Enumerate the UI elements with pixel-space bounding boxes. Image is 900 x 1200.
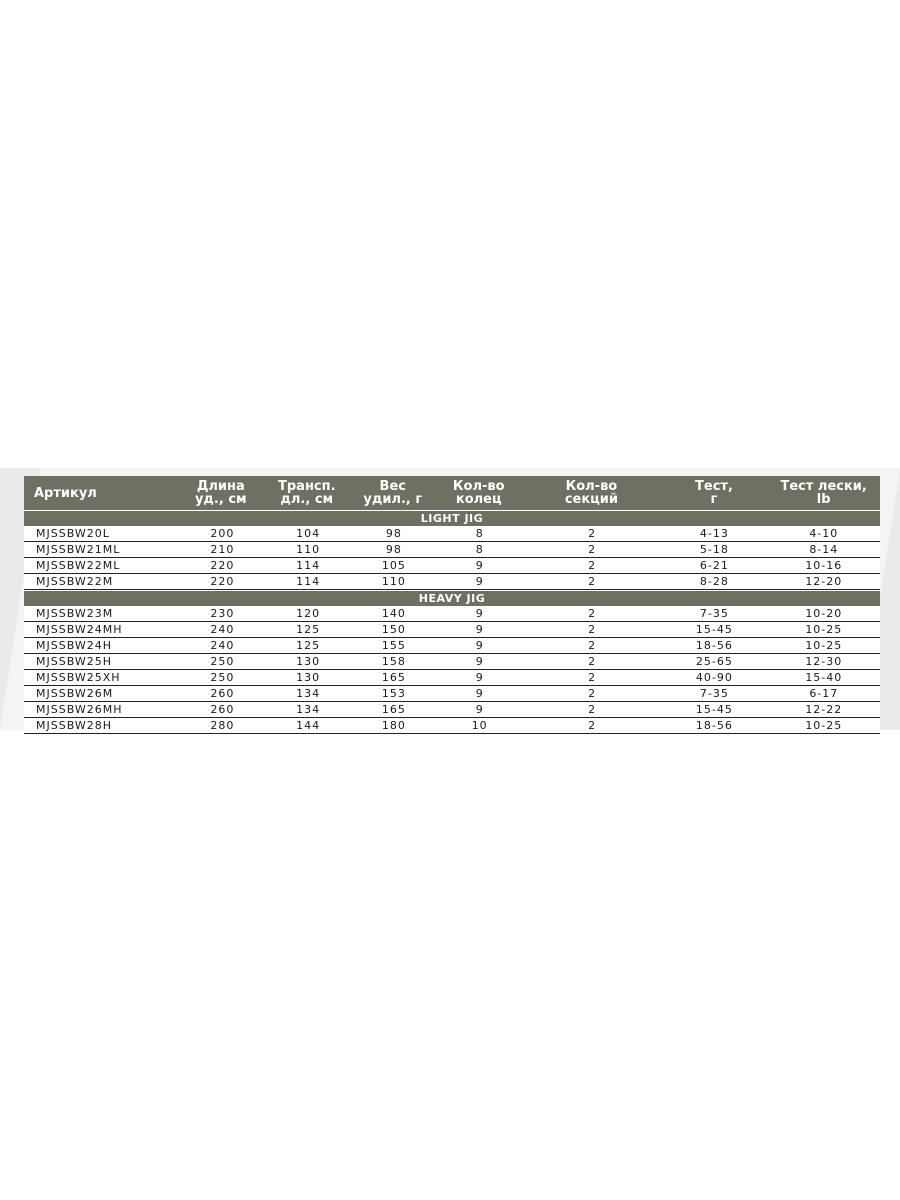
header-weight: Вес удил., г bbox=[363, 479, 423, 507]
cell-length: 250 bbox=[210, 671, 235, 684]
cell-article: MJSSBW22M bbox=[36, 575, 114, 588]
cell-rings: 9 bbox=[475, 575, 484, 588]
cell-line-test: 10-25 bbox=[805, 639, 843, 652]
cell-line-test: 10-25 bbox=[805, 623, 843, 636]
cell-test: 18-56 bbox=[695, 639, 733, 652]
cell-rings: 9 bbox=[475, 559, 484, 572]
cell-rings: 9 bbox=[475, 703, 484, 716]
table-row bbox=[24, 702, 880, 718]
cell-line-test: 10-16 bbox=[805, 559, 843, 572]
header-sections: Кол-во секций bbox=[564, 479, 619, 507]
cell-test: 25-65 bbox=[695, 655, 733, 668]
cell-line-test: 10-20 bbox=[805, 607, 843, 620]
cell-test: 15-45 bbox=[695, 623, 733, 636]
cell-weight: 140 bbox=[381, 607, 406, 620]
cell-rings: 8 bbox=[475, 527, 484, 540]
cell-test: 6-21 bbox=[699, 559, 729, 572]
cell-rings: 9 bbox=[475, 639, 484, 652]
table-row bbox=[24, 526, 880, 542]
cell-article: MJSSBW26M bbox=[36, 687, 114, 700]
cell-test: 4-13 bbox=[699, 527, 729, 540]
cell-transport-length: 134 bbox=[296, 687, 321, 700]
cell-article: MJSSBW22ML bbox=[36, 559, 121, 572]
cell-sections: 2 bbox=[588, 527, 597, 540]
cell-line-test: 10-25 bbox=[805, 719, 843, 732]
cell-test: 40-90 bbox=[695, 671, 733, 684]
cell-length: 200 bbox=[210, 527, 235, 540]
table-row bbox=[24, 574, 880, 590]
cell-transport-length: 104 bbox=[296, 527, 321, 540]
cell-length: 220 bbox=[210, 559, 235, 572]
cell-transport-length: 114 bbox=[296, 559, 321, 572]
cell-length: 240 bbox=[210, 639, 235, 652]
cell-sections: 2 bbox=[588, 623, 597, 636]
cell-article: MJSSBW26MH bbox=[36, 703, 123, 716]
cell-length: 260 bbox=[210, 687, 235, 700]
cell-test: 7-35 bbox=[699, 687, 729, 700]
cell-rings: 8 bbox=[475, 543, 484, 556]
cell-transport-length: 110 bbox=[296, 543, 321, 556]
cell-weight: 165 bbox=[381, 671, 406, 684]
cell-length: 220 bbox=[210, 575, 235, 588]
cell-article: MJSSBW23M bbox=[36, 607, 114, 620]
cell-sections: 2 bbox=[588, 687, 597, 700]
table-row bbox=[24, 558, 880, 574]
cell-line-test: 4-10 bbox=[809, 527, 839, 540]
cell-article: MJSSBW24MH bbox=[36, 623, 123, 636]
cell-article: MJSSBW25H bbox=[36, 655, 112, 668]
cell-weight: 98 bbox=[385, 543, 402, 556]
cell-line-test: 6-17 bbox=[809, 687, 839, 700]
cell-rings: 9 bbox=[475, 623, 484, 636]
table-row bbox=[24, 718, 880, 734]
cell-line-test: 12-30 bbox=[805, 655, 843, 668]
table-row bbox=[24, 542, 880, 558]
spec-table bbox=[24, 476, 880, 734]
header-test: Тест, г bbox=[695, 479, 733, 507]
table-row bbox=[24, 638, 880, 654]
cell-line-test: 12-20 bbox=[805, 575, 843, 588]
cell-sections: 2 bbox=[588, 655, 597, 668]
header-line-test: Тест лески, lb bbox=[780, 479, 867, 507]
cell-sections: 2 bbox=[588, 607, 597, 620]
cell-transport-length: 125 bbox=[296, 639, 321, 652]
cell-test: 15-45 bbox=[695, 703, 733, 716]
header-article: Артикул bbox=[34, 485, 97, 501]
table-row bbox=[24, 686, 880, 702]
table-row bbox=[24, 606, 880, 622]
cell-weight: 110 bbox=[381, 575, 406, 588]
cell-test: 8-28 bbox=[699, 575, 729, 588]
section-title: HEAVY JIG bbox=[24, 590, 880, 606]
cell-weight: 155 bbox=[381, 639, 406, 652]
cell-transport-length: 144 bbox=[296, 719, 321, 732]
cell-test: 18-56 bbox=[695, 719, 733, 732]
cell-weight: 180 bbox=[381, 719, 406, 732]
cell-length: 280 bbox=[210, 719, 235, 732]
cell-article: MJSSBW28H bbox=[36, 719, 112, 732]
cell-transport-length: 125 bbox=[296, 623, 321, 636]
cell-sections: 2 bbox=[588, 671, 597, 684]
cell-article: MJSSBW24H bbox=[36, 639, 112, 652]
cell-transport-length: 120 bbox=[296, 607, 321, 620]
cell-sections: 2 bbox=[588, 575, 597, 588]
cell-transport-length: 134 bbox=[296, 703, 321, 716]
cell-sections: 2 bbox=[588, 639, 597, 652]
header-rings: Кол-во колец bbox=[452, 479, 505, 507]
cell-test: 5-18 bbox=[699, 543, 729, 556]
cell-length: 240 bbox=[210, 623, 235, 636]
cell-line-test: 15-40 bbox=[805, 671, 843, 684]
table-row bbox=[24, 622, 880, 638]
cell-sections: 2 bbox=[588, 719, 597, 732]
cell-article: MJSSBW25XH bbox=[36, 671, 121, 684]
cell-length: 260 bbox=[210, 703, 235, 716]
cell-rings: 9 bbox=[475, 687, 484, 700]
table-row bbox=[24, 670, 880, 686]
cell-rings: 9 bbox=[475, 655, 484, 668]
cell-line-test: 8-14 bbox=[809, 543, 839, 556]
table-header bbox=[24, 476, 880, 510]
cell-transport-length: 130 bbox=[296, 655, 321, 668]
cell-rings: 9 bbox=[475, 607, 484, 620]
cell-transport-length: 114 bbox=[296, 575, 321, 588]
cell-weight: 105 bbox=[381, 559, 406, 572]
cell-article: MJSSBW20L bbox=[36, 527, 110, 540]
table-row bbox=[24, 654, 880, 670]
cell-length: 210 bbox=[210, 543, 235, 556]
cell-weight: 98 bbox=[385, 527, 402, 540]
header-length: Длина уд., см bbox=[194, 479, 247, 507]
cell-weight: 165 bbox=[381, 703, 406, 716]
cell-rings: 9 bbox=[475, 671, 484, 684]
cell-length: 250 bbox=[210, 655, 235, 668]
cell-transport-length: 130 bbox=[296, 671, 321, 684]
cell-weight: 153 bbox=[381, 687, 406, 700]
cell-sections: 2 bbox=[588, 559, 597, 572]
cell-sections: 2 bbox=[588, 543, 597, 556]
cell-test: 7-35 bbox=[699, 607, 729, 620]
cell-line-test: 12-22 bbox=[805, 703, 843, 716]
cell-weight: 158 bbox=[381, 655, 406, 668]
cell-rings: 10 bbox=[471, 719, 488, 732]
table-body bbox=[24, 510, 880, 734]
cell-article: MJSSBW21ML bbox=[36, 543, 121, 556]
header-transport-length: Трансп. дл., см bbox=[278, 479, 336, 507]
section-title: LIGHT JIG bbox=[24, 510, 880, 526]
cell-length: 230 bbox=[210, 607, 235, 620]
cell-weight: 150 bbox=[381, 623, 406, 636]
cell-sections: 2 bbox=[588, 703, 597, 716]
